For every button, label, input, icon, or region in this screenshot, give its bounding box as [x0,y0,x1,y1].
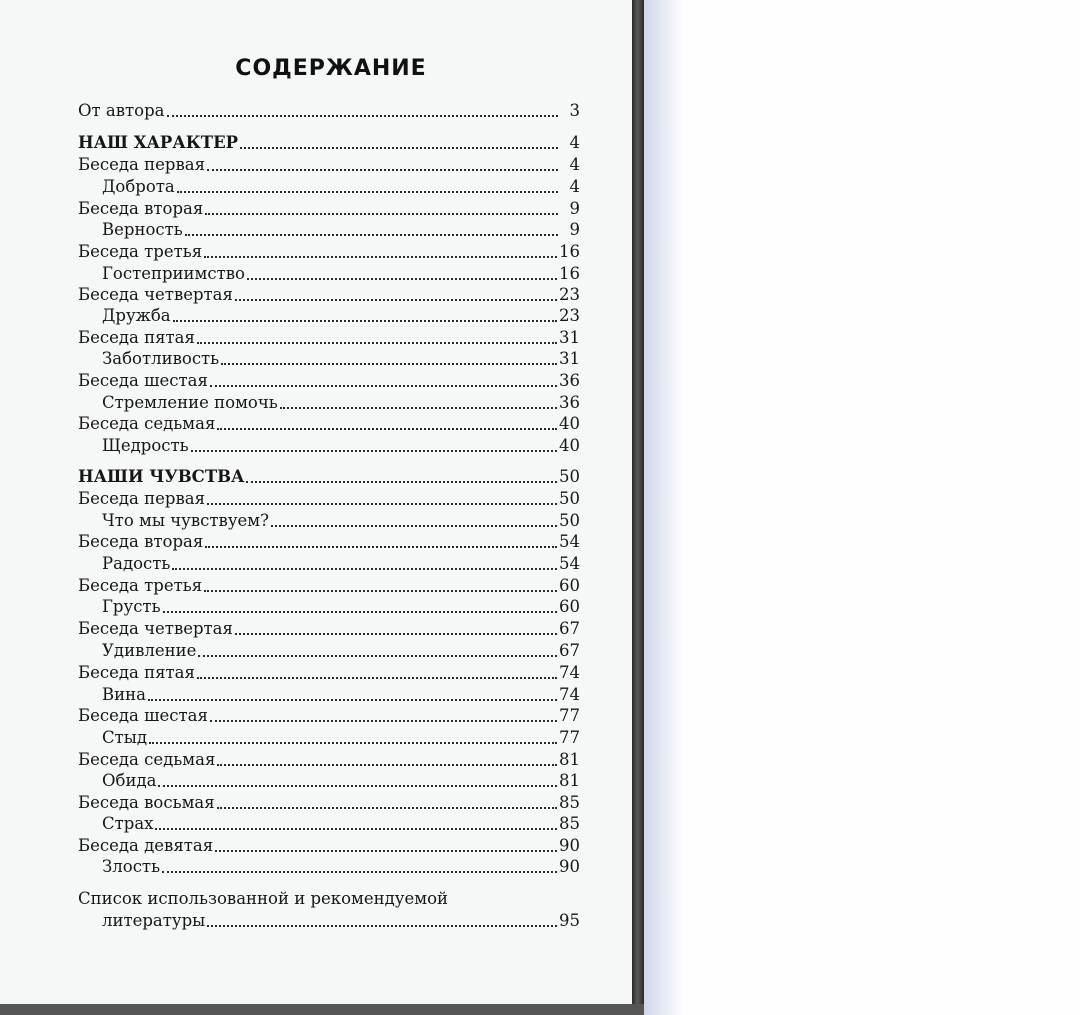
toc-entry [78,220,580,241]
leader-dots [173,320,557,322]
toc-page: 54 [559,532,580,551]
leader-dots [280,407,557,409]
toc-label: НАШИ ЧУВСТВА [78,467,245,486]
toc-page: 81 [559,771,580,790]
toc-label: Беседа первая [78,155,205,174]
toc-entry [78,199,580,220]
toc-label: Щедрость [102,436,189,455]
toc-page: 67 [559,641,580,660]
toc-entry [78,155,580,176]
toc-page: 95 [559,911,580,930]
toc-entry [78,793,580,814]
toc-label: Заботливость [102,349,220,368]
toc-page: 50 [559,489,580,508]
toc-label: НАШ ХАРАКТЕР [78,133,239,152]
toc-entry [78,328,580,349]
toc-entry [78,728,580,749]
leader-dots [207,169,558,171]
leader-dots [246,481,557,483]
leader-dots [247,278,557,280]
toc-page: 54 [559,554,580,573]
toc-label: Беседа четвертая [78,619,233,638]
toc-label: Гостеприимство [102,264,245,283]
leader-dots [221,363,557,365]
toc-label: Вина [102,685,146,704]
leader-dots [207,925,557,927]
toc-entry [78,101,580,122]
toc-page: 36 [559,393,580,412]
toc-label: Грусть [102,597,161,616]
leader-dots [207,503,557,505]
toc-entry [78,177,580,198]
toc-entry [78,641,580,662]
toc-label: Беседа четвертая [78,285,233,304]
leader-dots [163,611,557,613]
leader-dots [217,764,557,766]
toc-label: литературы [102,911,206,930]
toc-page: 40 [559,414,580,433]
toc-label: Стыд [102,728,148,747]
toc-label: Беседа пятая [78,328,195,347]
toc-label: Стремление помочь [102,393,278,412]
toc-page: 50 [559,511,580,530]
toc-section [78,467,580,488]
toc-page: 90 [559,857,580,876]
toc-label: Беседа пятая [78,663,195,682]
toc-entry [78,814,580,835]
leader-dots [162,871,557,873]
toc-page: 60 [559,576,580,595]
leader-dots [149,742,557,744]
toc-label: Беседа вторая [78,199,204,218]
toc-page: 4 [569,133,580,152]
toc-page: 74 [559,685,580,704]
leader-dots [210,385,557,387]
leader-dots [197,342,557,344]
leader-dots [185,234,558,236]
toc-entry [78,264,580,285]
leader-dots [205,213,558,215]
toc-page: 23 [559,306,580,325]
toc-page: 67 [559,619,580,638]
toc-label: От автора [78,101,165,120]
toc-label: Доброта [102,177,175,196]
toc-label: Беседа девятая [78,836,214,855]
leader-dots [198,655,557,657]
toc-entry [78,857,580,878]
leader-dots [155,828,557,830]
toc-entry [78,750,580,771]
toc-label: Верность [102,220,183,239]
toc-label: Что мы чувствуем? [102,511,269,530]
toc-page: 36 [559,371,580,390]
page-shadow [644,0,684,1015]
leader-dots [235,633,557,635]
toc-page: 31 [559,349,580,368]
toc-label: Страх [102,814,154,833]
toc-page: 4 [569,177,580,196]
bibliography-line: Список использованной и рекомендуемой [78,889,449,908]
leader-dots [177,191,558,193]
leader-dots [240,147,558,149]
toc-label: Беседа восьмая [78,793,215,812]
toc-label: Удивление [102,641,197,660]
toc-entry [78,285,580,306]
leader-dots [215,850,557,852]
toc-entry [78,371,580,392]
toc-page: 60 [559,597,580,616]
toc-page: 3 [569,101,580,120]
toc-entry [78,706,580,727]
toc-page: 90 [559,836,580,855]
toc-page: 9 [569,199,580,218]
toc-entry [78,306,580,327]
toc-section [78,133,580,154]
toc-label: Обида [102,771,157,790]
toc-label: Дружба [102,306,171,325]
toc-entry [78,663,580,684]
toc-label: Беседа седьмая [78,414,216,433]
toc-label: Беседа шестая [78,706,208,725]
toc-entry [78,771,580,792]
leader-dots [210,720,557,722]
leader-dots [204,256,557,258]
toc-entry [78,532,580,553]
leader-dots [191,450,557,452]
toc-page: 9 [569,220,580,239]
leader-dots [148,699,557,701]
book-spine [632,0,644,1015]
toc-entry [78,685,580,706]
leader-dots [197,677,557,679]
toc-entry [78,576,580,597]
toc-label: Злость [102,857,161,876]
toc-page: 77 [559,728,580,747]
leader-dots [217,428,557,430]
toc-label: Беседа вторая [78,532,204,551]
toc-page: 81 [559,750,580,769]
toc-page: 4 [569,155,580,174]
leader-dots [172,568,557,570]
page-title: СОДЕРЖАНИЕ [235,56,427,81]
toc-label: Беседа третья [78,242,203,261]
toc-label: Беседа третья [78,576,203,595]
toc-page: 31 [559,328,580,347]
toc-page: 50 [559,467,580,486]
toc-entry [78,911,580,932]
toc-label: Беседа седьмая [78,750,216,769]
leader-dots [271,525,557,527]
toc-page: 85 [559,793,580,812]
toc-entry [78,619,580,640]
leader-dots [158,785,557,787]
toc-label: Беседа шестая [78,371,208,390]
leader-dots [217,807,557,809]
toc-label: Беседа первая [78,489,205,508]
toc-entry [78,554,580,575]
toc-page: 16 [559,242,580,261]
toc-page: 23 [559,285,580,304]
toc-label: Радость [102,554,171,573]
toc-entry [78,393,580,414]
toc-entry [78,436,580,457]
toc-page: 40 [559,436,580,455]
toc-entry [78,511,580,532]
leader-dots [204,590,557,592]
toc-entry [78,836,580,857]
toc-entry [78,349,580,370]
leader-dots [235,299,557,301]
toc-entry [78,414,580,435]
leader-dots [205,546,557,548]
toc-page: 16 [559,264,580,283]
toc-page: 74 [559,663,580,682]
toc-entry [78,242,580,263]
right-page [644,0,1080,1015]
toc-page: 85 [559,814,580,833]
toc-entry [78,597,580,618]
toc-page: 77 [559,706,580,725]
toc-entry [78,489,580,510]
leader-dots [167,115,559,117]
